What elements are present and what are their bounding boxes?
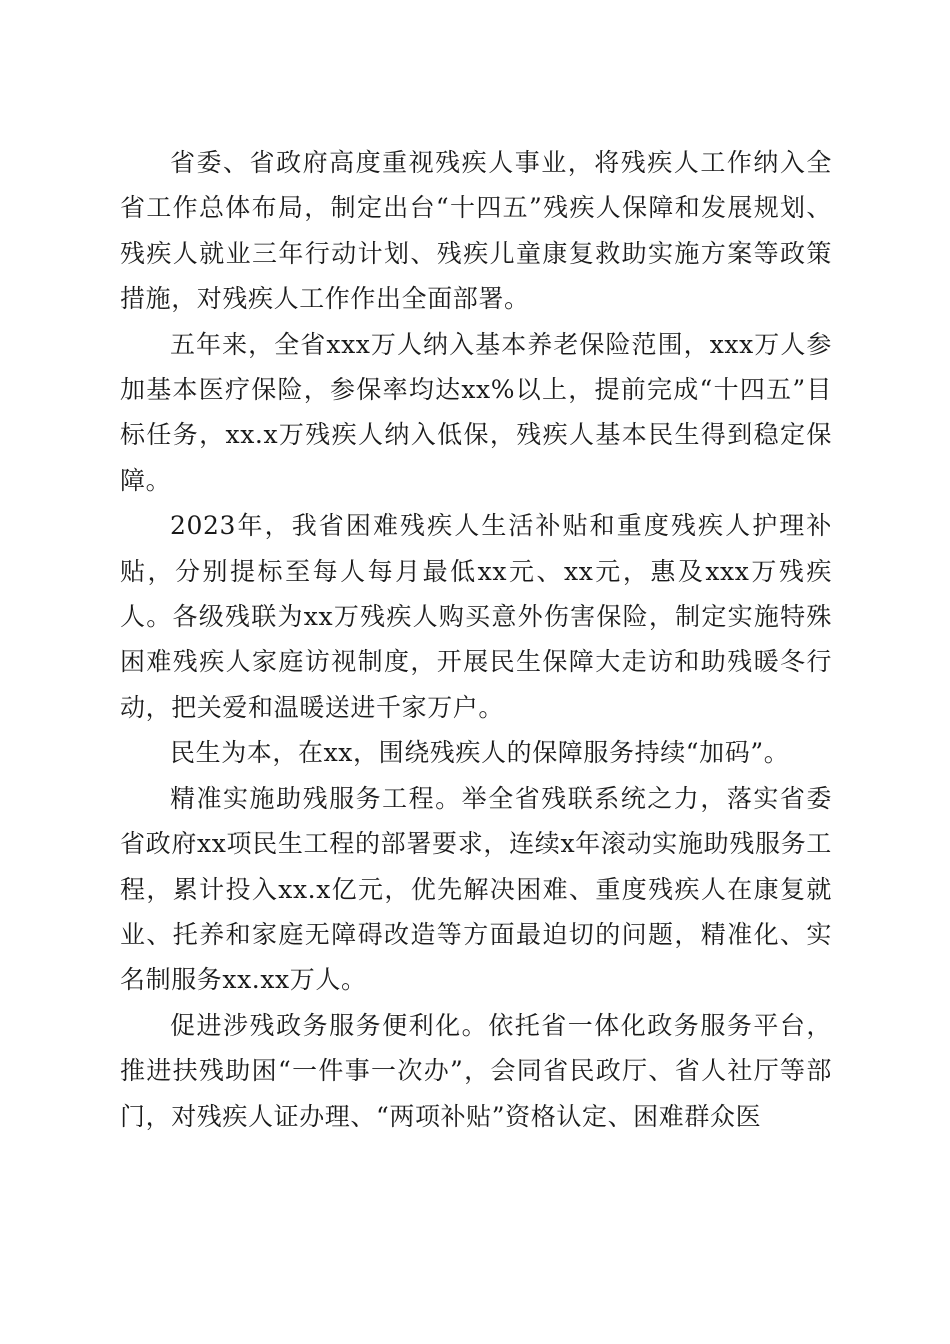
paragraph-subsidies-2023: 2023年，我省困难残疾人生活补贴和重度残疾人护理补贴，分别提标至每人每月最低xx元、xx元，惠及xxx万残疾人。各级残联为xx万残疾人购买意外伤害保险，制定实施特殊困难残疾人家庭访视制度，开展民生保障大走访和助残暖冬行动，把关爱和温暖送进千家万户。 [120,511,832,722]
paragraph-livelihood-summary: 民生为本，在xx，围绕残疾人的保障服务持续“加码”。 [170,738,790,768]
paragraph-insurance-coverage: 五年来，全省xxx万人纳入基本养老保险范围，xxx万人参加基本医疗保险，参保率均达xx%以上，提前完成“十四五”目标任务，xx.x万残疾人纳入低保，残疾人基本民生得到稳定保障。 [120,329,832,495]
paragraph-policy-deployment: 省委、省政府高度重视残疾人事业，将残疾人工作纳入全省工作总体布局，制定出台“十四五”残疾人保障和发展规划、残疾人就业三年行动计划、残疾儿童康复救助实施方案等政策措施，对残疾人工作作出全面部署。 [120,148,832,314]
document-body [120,140,832,1139]
paragraph-government-services: 促进涉残政务服务便利化。依托省一体化政务服务平台，推进扶残助困“一件事一次办”，会同省民政厅、省人社厅等部门，对残疾人证办理、“两项补贴”资格认定、困难群众医 [120,1010,832,1131]
paragraph-assistance-project: 精准实施助残服务工程。举全省残联系统之力，落实省委省政府xx项民生工程的部署要求，连续x年滚动实施助残服务工程，累计投入xx.x亿元，优先解决困难、重度残疾人在康复就业、托养和家庭无障碍改造等方面最迫切的问题，精准化、实名制服务xx.xx万人。 [120,783,832,995]
